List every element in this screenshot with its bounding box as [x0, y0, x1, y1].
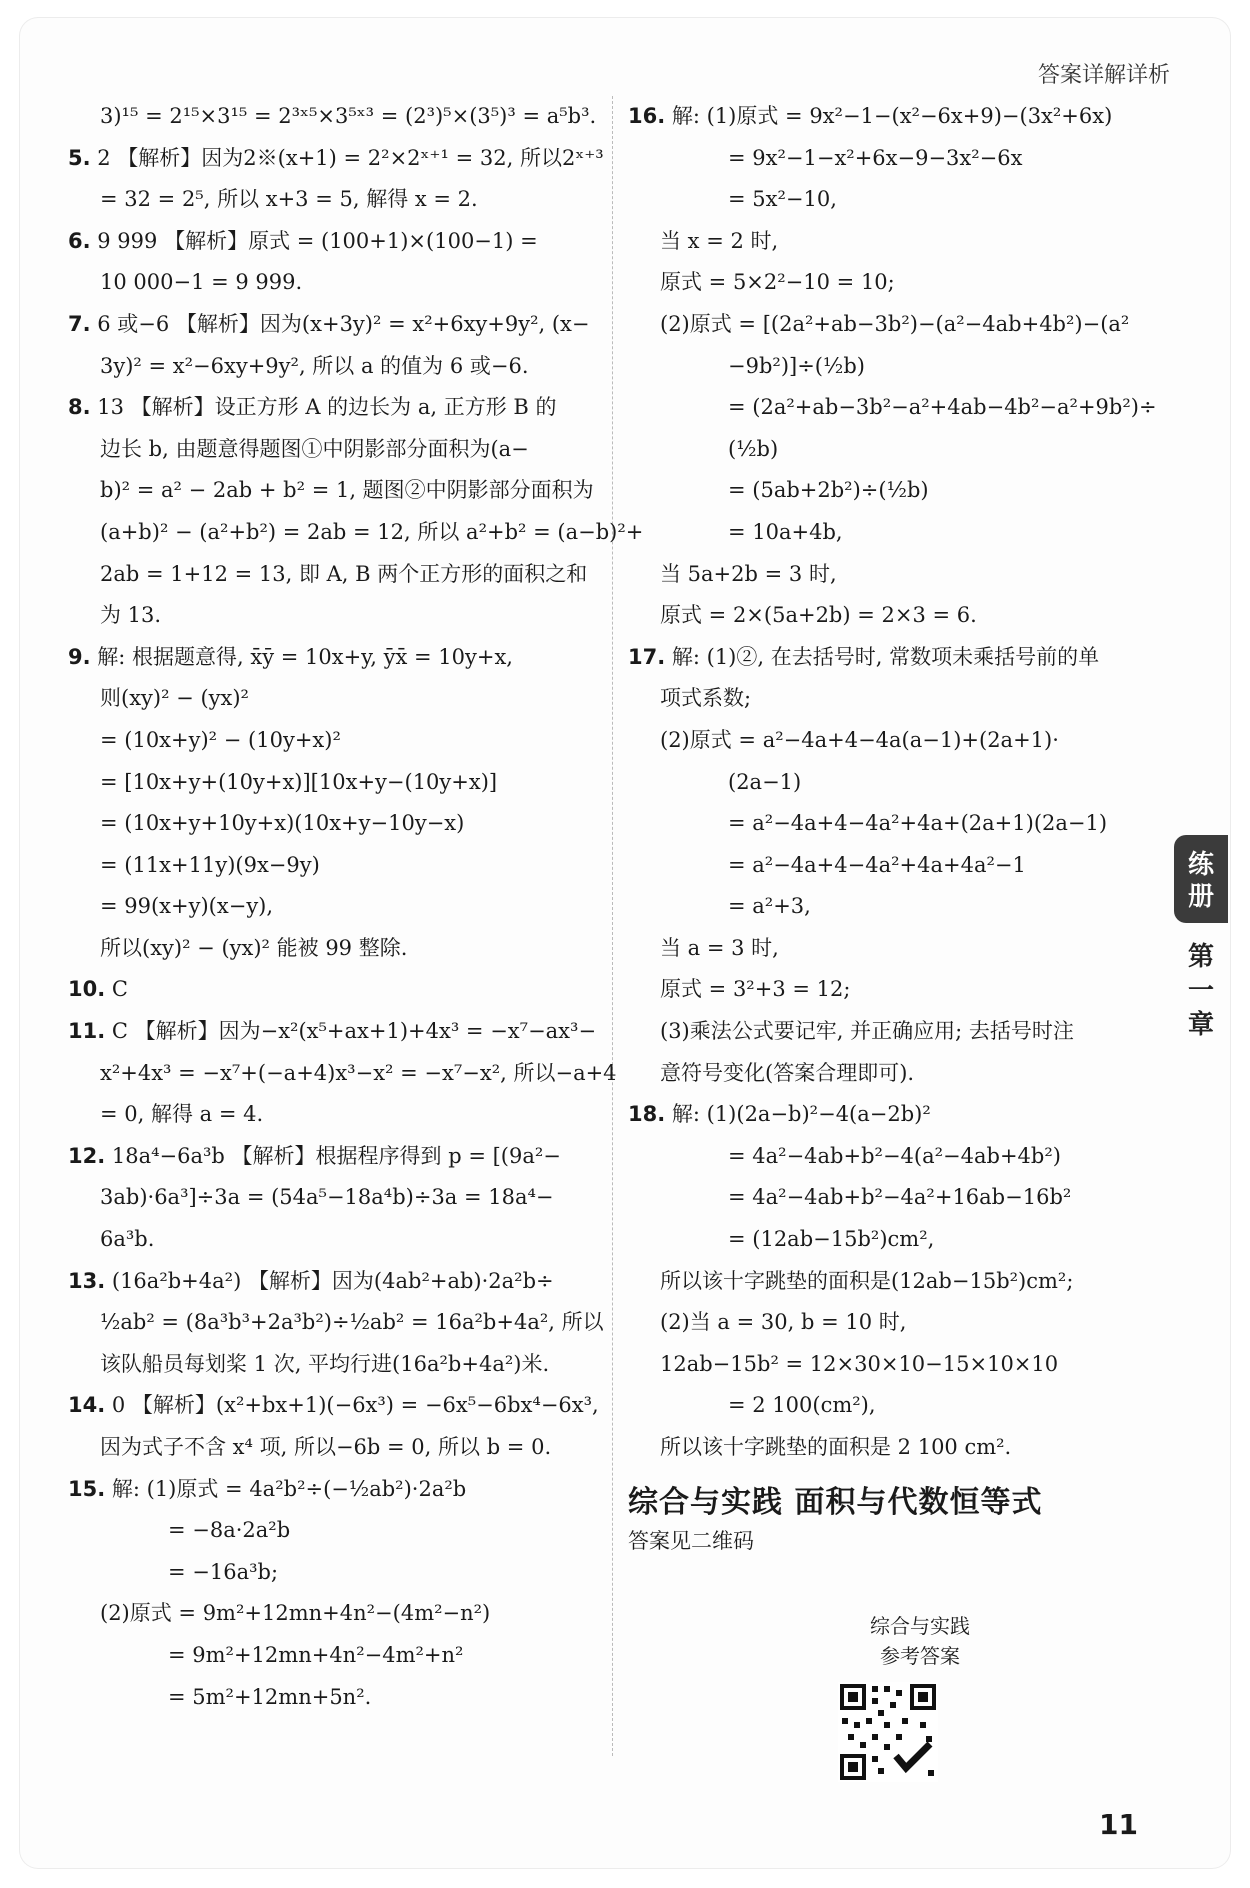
answer-line: [68, 803, 603, 845]
answer-text: = −16a³b;: [168, 1559, 279, 1584]
answer-line: [68, 96, 603, 138]
answer-line: [68, 720, 603, 762]
answer-line: [628, 1177, 1148, 1219]
answer-line: [628, 387, 1157, 429]
answer-text: = 2 100(cm²),: [728, 1393, 876, 1418]
answer-text: = 5m²+12mn+5n².: [168, 1684, 372, 1709]
question-number: 7.: [68, 311, 91, 336]
answer-line: [628, 1011, 1148, 1053]
answer-text: 所以该十字跳垫的面积是(12ab−15b²)cm²;: [660, 1268, 1074, 1293]
answer-line: [68, 1510, 603, 1552]
answer-line: [68, 1593, 603, 1635]
answer-line: [68, 1469, 603, 1511]
answer-line: [628, 969, 1148, 1011]
answer-text: = (11x+11y)(9x−9y): [100, 852, 320, 877]
answer-text: 解: (1)原式 = 4a²b²÷(−½ab²)·2a²b: [105, 1476, 467, 1501]
answer-text: 项式系数;: [660, 686, 752, 711]
answer-line: [628, 803, 1148, 845]
answer-text: 9 999 【解析】原式 = (100+1)×(100−1) =: [90, 228, 538, 253]
answer-text: ½ab² = (8a³b³+2a³b²)÷½ab² = 16a²b+4a², 所以: [100, 1310, 604, 1335]
answer-text: = (2a²+ab−3b²−a²+4ab−4b²−a²+9b²)÷: [728, 395, 1157, 420]
answer-text: 当 a = 3 时,: [660, 935, 779, 960]
answer-line: [68, 262, 603, 304]
answer-text: 3y)² = x²−6xy+9y², 所以 a 的值为 6 或−6.: [100, 353, 529, 378]
answer-line: [68, 221, 603, 263]
answer-text: (16a²b+4a²) 【解析】因为(4ab²+ab)·2a²b÷: [105, 1268, 554, 1293]
answer-line: [68, 928, 603, 970]
answer-line: [628, 1385, 1148, 1427]
answer-line: [628, 96, 1148, 138]
answer-text: b)² = a² − 2ab + b² = 1, 题图②中阴影部分面积为: [100, 478, 594, 503]
answer-line: [68, 1344, 603, 1386]
answer-text: (2)原式 = 9m²+12mn+4n²−(4m²−n²): [100, 1601, 491, 1626]
answer-line: [68, 512, 644, 554]
answer-text: (a+b)² − (a²+b²) = 2ab = 12, 所以 a²+b² = (a−b)²+: [100, 519, 644, 544]
answer-line: [628, 429, 1148, 471]
answer-text: 边长 b, 由题意得题图①中阴影部分面积为(a−: [100, 436, 529, 461]
answer-line: [628, 346, 1148, 388]
answer-line: [68, 886, 603, 928]
answer-line: [628, 221, 1148, 263]
question-number: 18.: [628, 1102, 666, 1127]
answer-line: [68, 1177, 603, 1219]
answer-text: 所以该十字跳垫的面积是 2 100 cm².: [660, 1435, 1012, 1459]
question-number: 8.: [68, 395, 91, 420]
tab-char: 练: [1187, 850, 1214, 880]
page-number: 11: [1099, 1808, 1138, 1841]
answer-text: 6 或−6 【解析】因为(x+3y)² = x²+6xy+9y², (x−: [90, 311, 590, 336]
answer-text: x²+4x³ = −x⁷+(−a+4)x³−x² = −x⁷−x², 所以−a+4: [100, 1060, 617, 1085]
question-number: 9.: [68, 644, 91, 669]
question-number: 16.: [628, 104, 666, 128]
answer-line: [628, 595, 1148, 637]
answer-text: = 10a+4b,: [728, 519, 843, 544]
answer-text: = (5ab+2b²)÷(½b): [728, 478, 929, 503]
answer-text: = a²+3,: [728, 894, 811, 919]
answer-text: C: [105, 977, 128, 1002]
answer-text: = 9m²+12mn+4n²−4m²+n²: [168, 1642, 464, 1667]
column-divider: [612, 96, 613, 1756]
question-number: 15.: [68, 1476, 106, 1501]
question-number: 5.: [68, 145, 91, 170]
answer-text: 意符号变化(答案合理即可).: [660, 1060, 915, 1085]
answer-text: 18a⁴−6a³b 【解析】根据程序得到 p = [(9a²−: [105, 1143, 561, 1168]
answer-text: 解: 根据题意得, x̄ȳ = 10x+y, ȳx̄ = 10y+x,: [90, 644, 513, 669]
answer-line: [628, 886, 1148, 928]
answer-line: [628, 1219, 1148, 1261]
answer-text: 当 5a+2b = 3 时,: [660, 561, 837, 586]
chapter-label: [1174, 940, 1228, 1042]
question-number: 10.: [68, 977, 106, 1002]
tab-char: 章: [1187, 1010, 1214, 1040]
answer-text: 解: (1)②, 在去括号时, 常数项未乘括号前的单: [665, 644, 1100, 669]
answer-text: 所以(xy)² − (yx)² 能被 99 整除.: [100, 935, 408, 960]
section-title: 综合与实践 面积与代数恒等式: [628, 1484, 1043, 1520]
question-number: 13.: [68, 1268, 106, 1293]
question-number: 12.: [68, 1143, 106, 1168]
answer-text: = 0, 解得 a = 4.: [100, 1102, 264, 1127]
answer-text: (2a−1): [728, 769, 802, 794]
answer-line: [628, 262, 1148, 304]
answer-line: [68, 346, 603, 388]
answer-line: [68, 554, 603, 596]
answer-line: [628, 762, 1148, 804]
answer-line: [68, 1385, 603, 1427]
question-number: 17.: [628, 644, 666, 669]
answer-line: [628, 470, 1148, 512]
answer-line: [68, 845, 603, 887]
answer-text: 当 x = 2 时,: [660, 228, 779, 253]
answer-line: [68, 1219, 603, 1261]
answer-text: 原式 = 2×(5a+2b) = 2×3 = 6.: [660, 603, 977, 628]
answer-line: [68, 429, 603, 471]
answer-line: [628, 678, 1148, 720]
answer-line: [68, 595, 603, 637]
answer-line: [628, 1344, 1148, 1386]
answer-text: = 32 = 2⁵, 所以 x+3 = 5, 解得 x = 2.: [100, 187, 478, 212]
answer-line: [628, 1053, 1148, 1095]
answer-line: [628, 1136, 1148, 1178]
answer-text: 因为式子不含 x⁴ 项, 所以−6b = 0, 所以 b = 0.: [100, 1435, 552, 1459]
answer-line: [68, 1261, 603, 1303]
answer-text: = (10x+y)² − (10y+x)²: [100, 727, 341, 752]
answer-line: [628, 179, 1148, 221]
answer-text: = 9x²−1−x²+6x−9−3x²−6x: [728, 145, 1023, 170]
answer-text: 为 13.: [100, 603, 162, 628]
answer-text: 12ab−15b² = 12×30×10−15×10×10: [660, 1351, 1059, 1376]
answer-line: [68, 1011, 603, 1053]
answer-line: [68, 304, 603, 346]
answer-text: 解: (1)(2a−b)²−4(a−2b)²: [665, 1102, 931, 1127]
section-note: 答案见二维码: [628, 1528, 754, 1553]
answer-text: 0 【解析】(x²+bx+1)(−6x³) = −6x⁵−6bx⁴−6x³,: [105, 1393, 599, 1418]
answer-text: (2)原式 = a²−4a+4−4a(a−1)+(2a+1)·: [660, 727, 1059, 752]
answer-line: [628, 554, 1148, 596]
answer-text: (2)当 a = 30, b = 10 时,: [660, 1310, 907, 1335]
answer-line: [68, 470, 603, 512]
answer-text: = 4a²−4ab+b²−4a²+16ab−16b²: [728, 1185, 1072, 1210]
answer-line: [68, 1136, 603, 1178]
answer-line: [68, 1053, 617, 1095]
answer-line: [628, 1427, 1148, 1469]
answer-line: [68, 762, 603, 804]
qr-code-icon[interactable]: [838, 1682, 938, 1782]
answer-text: 6a³b.: [100, 1227, 155, 1252]
answer-line: [628, 304, 1148, 346]
answer-text: = a²−4a+4−4a²+4a+(2a+1)(2a−1): [728, 811, 1108, 836]
answer-text: = 99(x+y)(x−y),: [100, 894, 274, 919]
answer-text: = −8a·2a²b: [168, 1518, 291, 1543]
answer-text: 13 【解析】设正方形 A 的边长为 a, 正方形 B 的: [90, 395, 557, 420]
answer-line: [68, 1552, 603, 1594]
answer-text: 2 【解析】因为2※(x+1) = 2²×2ˣ⁺¹ = 32, 所以2ˣ⁺³: [90, 145, 604, 170]
answer-line: [628, 1094, 1148, 1136]
answer-text: 10 000−1 = 9 999.: [100, 270, 303, 295]
answer-text: = a²−4a+4−4a²+4a+4a²−1: [728, 852, 1026, 877]
answer-text: = 4a²−4ab+b²−4(a²−4ab+4b²): [728, 1143, 1061, 1168]
answer-text: 则(xy)² − (yx)²: [100, 686, 249, 711]
right-column: [628, 96, 1157, 1562]
answer-line: [628, 138, 1148, 180]
answer-line: [628, 1302, 1148, 1344]
answer-line: [628, 637, 1148, 679]
answer-text: (2)原式 = [(2a²+ab−3b²)−(a²−4ab+4b²)−(a²: [660, 311, 1130, 336]
answer-text: 3ab)·6a³]÷3a = (54a⁵−18a⁴b)÷3a = 18a⁴−: [100, 1185, 554, 1210]
answer-text: −9b²)]÷(½b): [728, 353, 865, 378]
answer-text: (3)乘法公式要记牢, 并正确应用; 去括号时注: [660, 1019, 1074, 1044]
answer-line: [628, 845, 1148, 887]
answer-line: [68, 1635, 603, 1677]
answer-line: [68, 1094, 603, 1136]
answer-line: [68, 138, 603, 180]
answer-text: 原式 = 5×2²−10 = 10;: [660, 270, 895, 295]
answer-text: = [10x+y+(10y+x)][10x+y−(10y+x)]: [100, 769, 498, 794]
answer-line: [68, 1427, 603, 1469]
answer-line: [68, 179, 603, 221]
answer-text: 3)¹⁵ = 2¹⁵×3¹⁵ = 2³ˣ⁵×3⁵ˣ³ = (2³)⁵×(3⁵)³ = a⁵b³.: [100, 104, 597, 128]
question-number: 14.: [68, 1393, 106, 1418]
left-column: [68, 96, 644, 1718]
answer-line: [628, 1261, 1148, 1303]
answer-line: [68, 387, 603, 429]
answer-line: [628, 720, 1148, 762]
answer-line: [628, 928, 1148, 970]
question-number: 6.: [68, 228, 91, 253]
answer-text: 解: (1)原式 = 9x²−1−(x²−6x+9)−(3x²+6x): [665, 104, 1113, 128]
answer-text: C 【解析】因为−x²(x⁵+ax+1)+4x³ = −x⁷−ax³−: [105, 1019, 597, 1044]
answer-text: 原式 = 3²+3 = 12;: [660, 977, 851, 1002]
tab-char: 一: [1187, 976, 1214, 1006]
answer-line: [68, 1302, 603, 1344]
answer-line: [68, 637, 603, 679]
answer-text: = 5x²−10,: [728, 187, 837, 212]
answer-line: [68, 1677, 603, 1719]
chapter-tab: [1174, 835, 1228, 923]
question-number: 11.: [68, 1019, 106, 1044]
answer-line: [628, 512, 1148, 554]
answer-line: [68, 969, 603, 1011]
tab-char: 册: [1187, 882, 1214, 912]
answer-text: = (10x+y+10y+x)(10x+y−10y−x): [100, 811, 465, 836]
answer-text: 该队船员每划桨 1 次, 平均行进(16a²b+4a²)米.: [100, 1351, 550, 1376]
answer-text: 2ab = 1+12 = 13, 即 A, B 两个正方形的面积之和: [100, 561, 588, 586]
page-header: 答案详解详析: [1037, 63, 1170, 88]
answer-text: (½b): [728, 436, 779, 461]
qr-label-2: 参考答案: [880, 1644, 960, 1668]
answer-text: = (12ab−15b²)cm²,: [728, 1227, 935, 1252]
qr-label-1: 综合与实践: [870, 1614, 970, 1638]
tab-char: 第: [1187, 942, 1214, 972]
answer-line: [68, 678, 603, 720]
